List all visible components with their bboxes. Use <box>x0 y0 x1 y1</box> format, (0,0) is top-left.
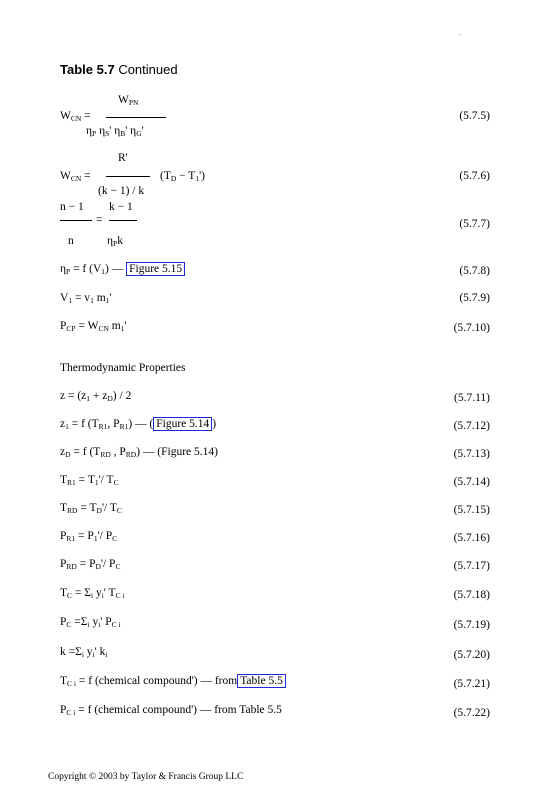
table-5-5-link[interactable]: Table 5.5 <box>237 674 286 688</box>
eq-5-7-5-number: (5.7.5) <box>459 110 490 122</box>
eq-5-7-6-lhs: $W_{CN}$ = <box>60 170 91 183</box>
eq-5-7-7-top-right: k − 1 <box>109 201 133 213</box>
eq-5-7-6-denominator: (k − 1) / k <box>98 185 145 197</box>
eq-5-7-19-number: (5.7.19) <box>453 619 490 631</box>
eq-5-7-12-body: $z_1 = f$ ($T_{R1}$, $P_{R1}$) — ( Figure 5.14 ) <box>60 418 217 431</box>
eq-5-7-5-lhs: $W_{CN}$ = <box>60 110 91 123</box>
eq-5-7-14-number: (5.7.14) <box>453 476 490 488</box>
eq-5-7-14-body: $T_{R1} = T_1'/$ $T_C$ <box>60 474 119 487</box>
eq-5-7-16-body: $P_{R1} = P_1'/$ $P_C$ <box>60 530 118 543</box>
eq-5-7-5-fraction-bar <box>106 117 166 118</box>
figure-5-15-link[interactable]: Figure 5.15 <box>126 262 185 276</box>
eq-5-7-6-numerator: R' <box>118 152 128 164</box>
eq-5-7-7-equals: = <box>96 214 103 226</box>
section-heading: Thermodynamic Properties <box>60 362 186 374</box>
eq-5-7-7-bottom-left: n <box>68 235 74 247</box>
table-title <box>60 62 178 77</box>
eq-5-7-18-number: (5.7.18) <box>453 589 490 601</box>
eq-5-7-6-rhs: $(T_D - T_1')$ <box>160 170 205 183</box>
eq-5-7-21-body: $T_{C i} = f$ (chemical compound') — from Table 5.5 <box>60 675 286 688</box>
eq-5-7-20-number: (5.7.20) <box>453 649 490 661</box>
eq-5-7-13-body: $z_D = f$ ($T_{RD}$ , $P_{RD}$) — (Figure 5.14) <box>60 446 218 459</box>
table-title-bold: Table 5.7 <box>60 62 115 77</box>
eq-5-7-9-number: (5.7.9) <box>459 292 490 304</box>
eq-5-7-16-number: (5.7.16) <box>453 532 490 544</box>
table-title-rest: Continued <box>118 62 178 77</box>
eq-5-7-15-body: $T_{RD} = T_D'/$ $T_C$ <box>60 502 122 515</box>
eq-5-7-8-number: (5.7.8) <box>459 265 490 277</box>
eq-5-7-7-top-left: n − 1 <box>60 201 84 213</box>
eq-5-7-17-body: $P_{RD} = P_D'/$ $P_C$ <box>60 558 121 571</box>
eq-5-7-7-number: (5.7.7) <box>459 218 490 230</box>
eq-5-7-7-left-bar <box>60 220 92 221</box>
eq-5-7-9-body: $V_1 = v_1$ $m_1'$ <box>60 292 112 305</box>
eq-5-7-11-body: $z = (z_1 + z_D) / 2$ <box>60 390 132 403</box>
eq-5-7-13-number: (5.7.13) <box>453 448 490 460</box>
eq-5-7-22-body: $P_{C i} = f$ (chemical compound') — from Table 5.5 <box>60 704 282 717</box>
eq-5-7-20-body: $k =\Sigma_i$ $y_i'$ $k_i$ <box>60 646 108 659</box>
eq-5-7-17-number: (5.7.17) <box>453 560 490 572</box>
eq-5-7-18-body: $T_C = \Sigma_i$ $y_i'$ $T_{C i}$ <box>60 587 125 600</box>
eq-5-7-7-right-bar <box>109 220 137 221</box>
scan-mark <box>458 34 461 35</box>
eq-5-7-11-number: (5.7.11) <box>454 392 490 404</box>
eq-5-7-10-number: (5.7.10) <box>453 322 490 334</box>
eq-5-7-6-fraction-bar <box>106 176 150 177</box>
eq-5-7-22-number: (5.7.22) <box>453 707 490 719</box>
eq-5-7-7-bottom-right: $\eta_Pk$ <box>107 235 123 248</box>
eq-5-7-15-number: (5.7.15) <box>453 504 490 516</box>
eq-5-7-12-number: (5.7.12) <box>453 420 490 432</box>
eq-5-7-6-number: (5.7.6) <box>459 170 490 182</box>
eq-5-7-19-body: $P_C =\Sigma_i$ $y_i'$ $P_{C i}$ <box>60 616 121 629</box>
copyright-footer: Copyright © 2003 by Taylor & Francis Group LLC <box>48 772 244 782</box>
eq-5-7-8-body: $\eta_P = f$ $(V_1)$ — Figure 5.15 <box>60 263 185 276</box>
eq-5-7-21-number: (5.7.21) <box>453 678 490 690</box>
eq-5-7-5-numerator: $W_{PN}$ <box>118 94 139 107</box>
eq-5-7-10-body: $P_{CP} = W_{CN}$ $m_1'$ <box>60 320 127 333</box>
figure-5-14-link[interactable]: Figure 5.14 <box>153 417 212 431</box>
eq-5-7-5-denominator: $\eta_P$ $\eta_S'$ $\eta_B'$ $\eta_G'$ <box>86 125 144 138</box>
